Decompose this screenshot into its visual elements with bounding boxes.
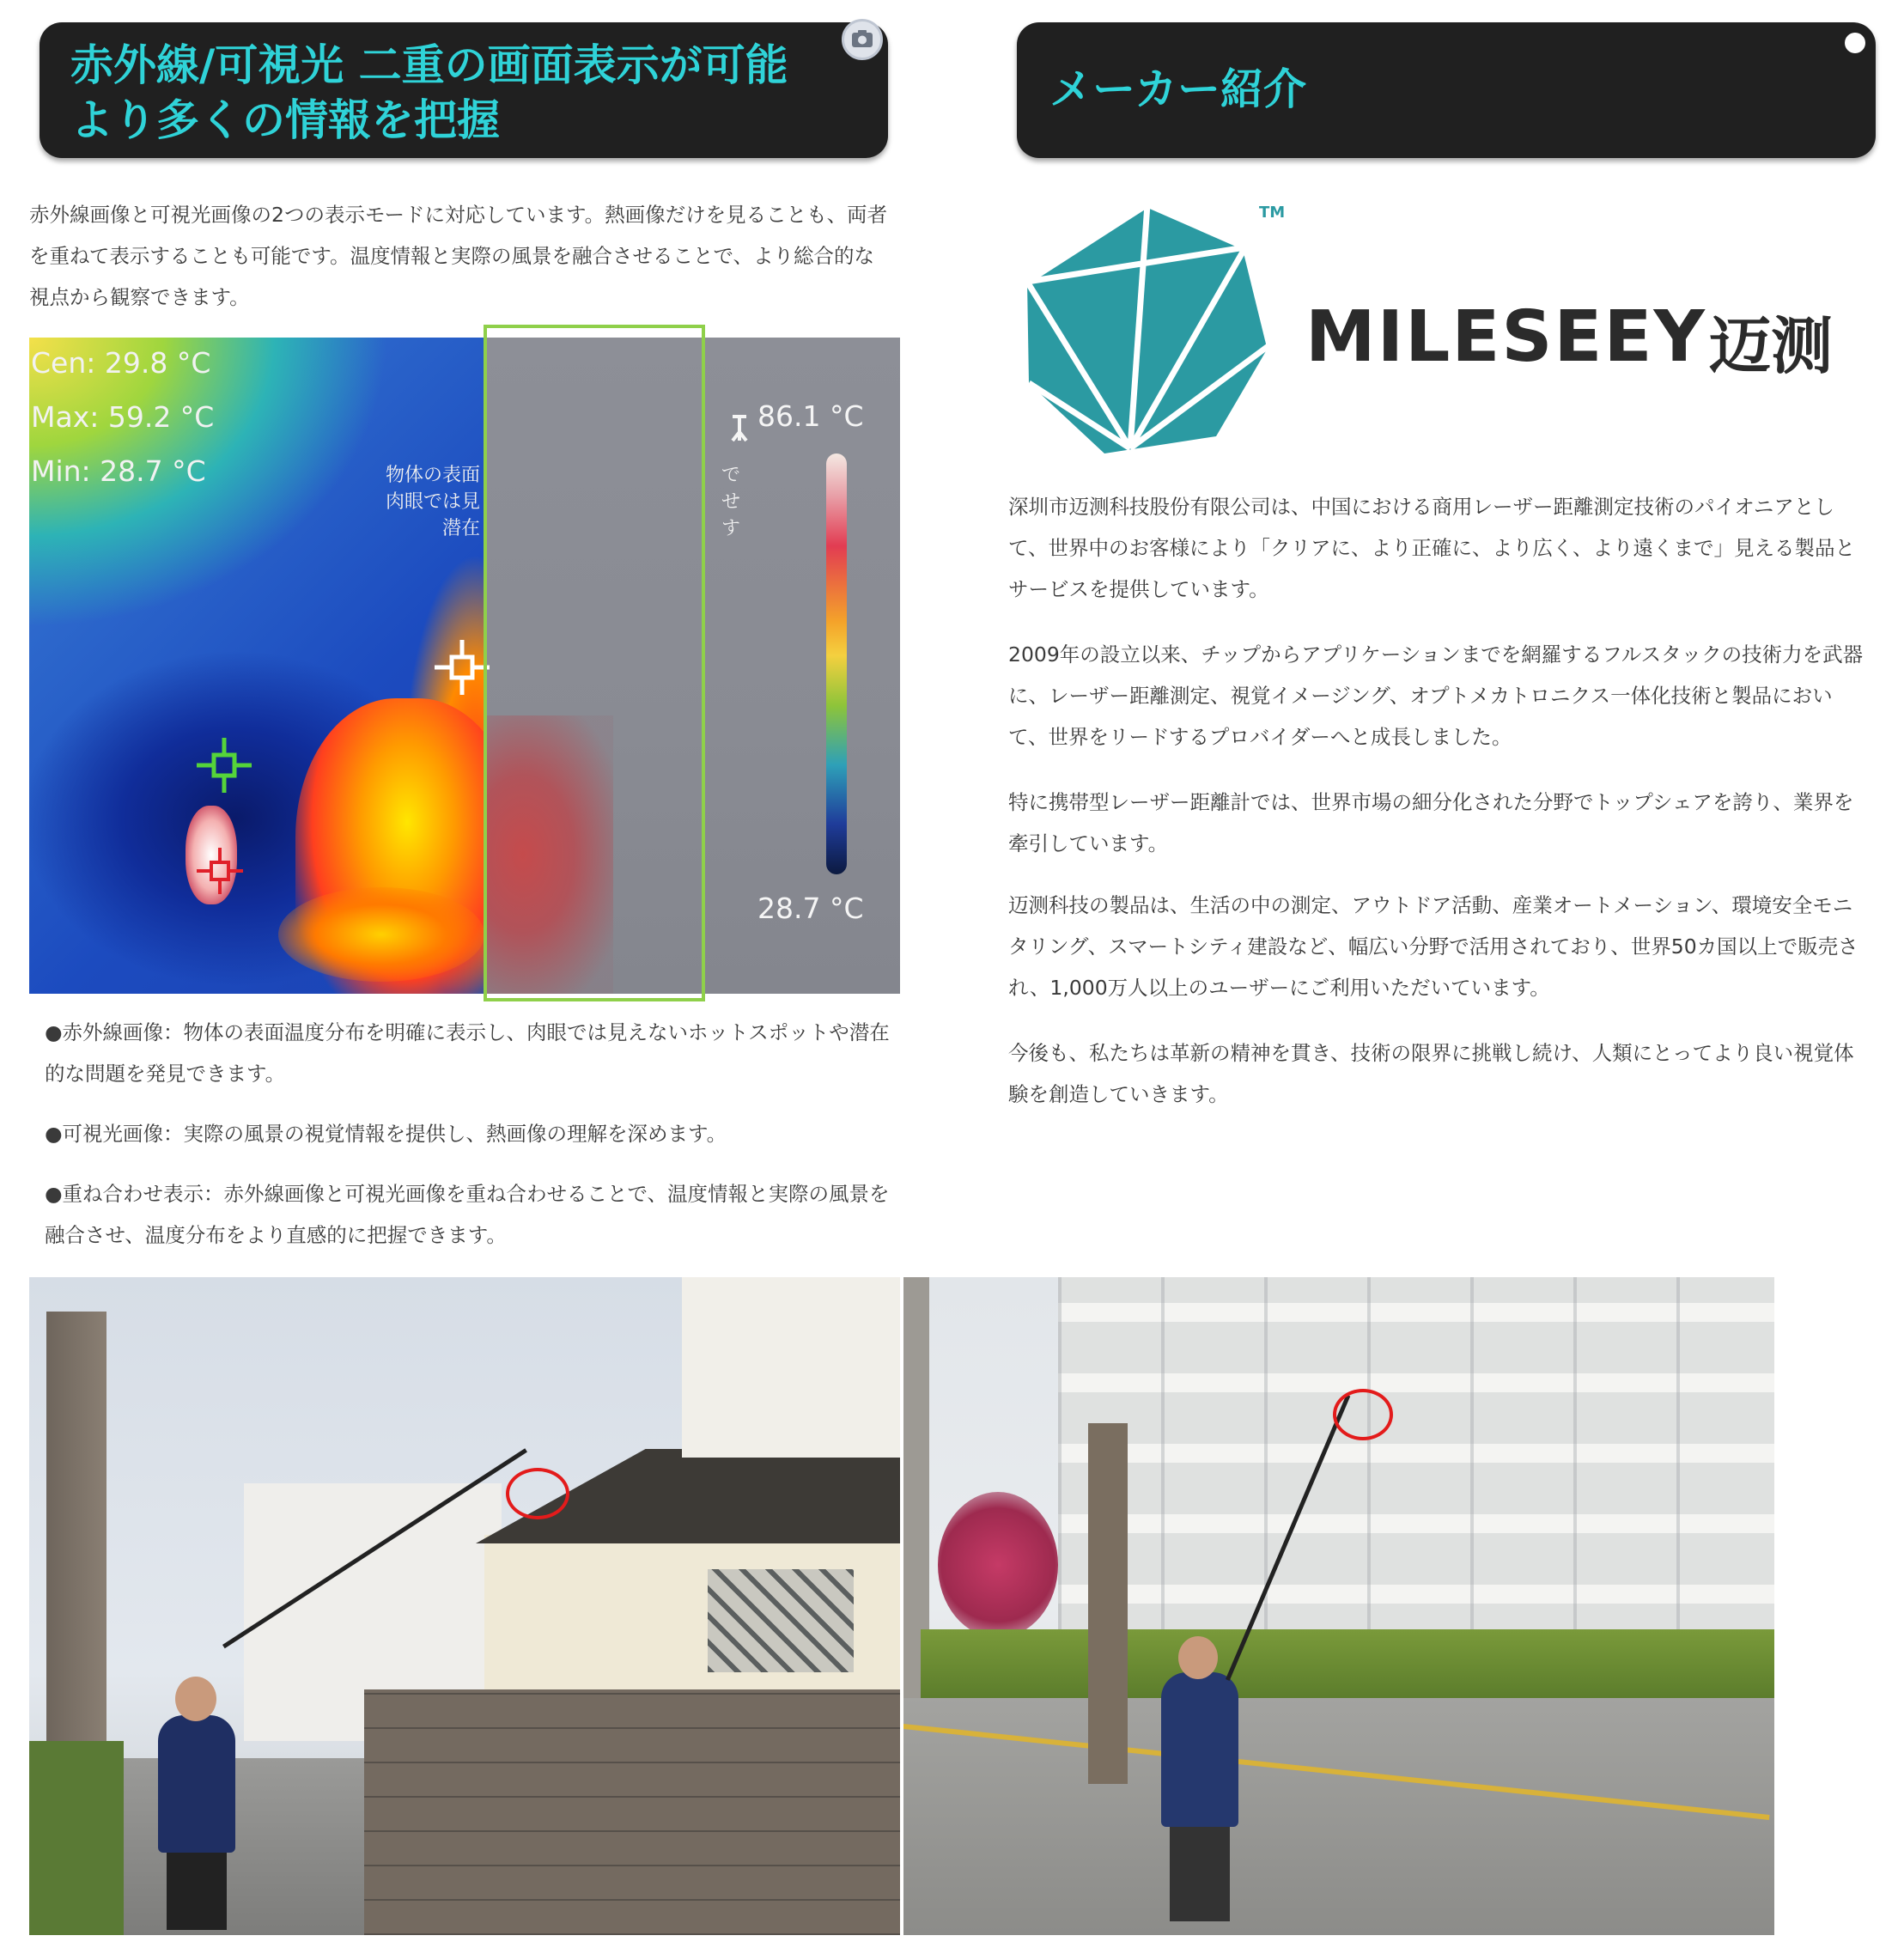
- max-crosshair-icon: [197, 848, 243, 894]
- company-para-5: 今後も、私たちは革新の精神を貫き、技術の限界に挑戦し続け、人類にとってより良い視覚体 験を創造していきます。: [1008, 1041, 1854, 1106]
- heat-signature-arm: [278, 887, 484, 982]
- upper-house: [682, 1277, 900, 1458]
- camera-icon: [842, 19, 883, 60]
- company-para-1: 深圳市迈测科技股份有限公司は、中国における商用レーザー距離測定技術のパイオニアとし て、世界中のお客様により「クリアに、より正確に、より広く、より遠くまで」見える製品と サービスを提供しています。: [1008, 495, 1856, 601]
- max-marker-icon: [729, 411, 751, 446]
- bullet-infrared: ●赤外線画像：物体の表面温度分布を明確に表示し、肉眼では見えないホットスポットや潜在 的な問題を発見できます。: [45, 1020, 890, 1086]
- center-crosshair-icon: [435, 640, 490, 695]
- person-legs: [167, 1853, 227, 1930]
- min-crosshair-icon: [197, 738, 252, 793]
- flowering-tree: [938, 1492, 1058, 1638]
- tree-trunk: [1088, 1423, 1128, 1784]
- camera-marker-circle-2: [1333, 1389, 1393, 1440]
- person-body-2: [1161, 1672, 1238, 1827]
- camera-marker-circle: [506, 1468, 569, 1519]
- overlay-caption-left: 物体の表面 肉眼では見 潜在: [385, 465, 480, 539]
- company-para-4: 迈测科技の製品は、生活の中の測定、アウトドア活動、産業オートメーション、環境安全モニ タリング、スマートシティ建設など、幅広い分野で活用されており、世界50カ国以上で販売さ れ、1,000万人以上のユーザーにご利用いただいています。: [1008, 893, 1858, 1000]
- usage-photo-house: [29, 1277, 900, 1935]
- person-head: [175, 1677, 216, 1721]
- min-temp-readout: Min: 28.7 °C: [31, 454, 206, 488]
- block-wall: [364, 1689, 900, 1935]
- max-temp-readout: Max: 59.2 °C: [31, 400, 215, 434]
- balcony-grid: [1058, 1277, 1774, 1655]
- left-banner: [40, 22, 888, 158]
- banner-title-line2: より多くの情報を把握: [70, 95, 500, 145]
- brand-name: MILESEEY: [1305, 296, 1706, 378]
- overlay-caption-right: で せ す: [721, 465, 740, 539]
- person-head-2: [1178, 1636, 1218, 1679]
- banner-title-line1: 赤外線/可視光 二重の画面表示が可能: [70, 40, 788, 90]
- right-banner-title: メーカー紹介: [1049, 64, 1306, 114]
- window-grille: [708, 1569, 854, 1672]
- temperature-color-bar: [826, 453, 847, 874]
- brand-name-cjk: 迈测: [1709, 310, 1834, 382]
- trademark-mark: TM: [1259, 204, 1286, 222]
- bullet-visible: ●可視光画像：実際の風景の視覚情報を提供し、熱画像の理解を深めます。: [45, 1122, 727, 1146]
- bullet-overlay: ●重ね合わせ表示：赤外線画像と可視光画像を重ね合わせることで、温度情報と実際の風景を 融合させ、温度分布をより直感的に把握できます。: [45, 1182, 890, 1247]
- road-surface: [903, 1698, 1774, 1935]
- person-body: [158, 1715, 235, 1853]
- right-banner: [1017, 22, 1876, 158]
- split-view-frame: [484, 325, 705, 1001]
- company-para-2: 2009年の設立以来、チップからアプリケーションまでを網羅するフルスタックの技術力を武器 に、レーザー距離測定、視覚イメージング、オプトメカトロニクス一体化技術と製品におい て、世界をリードするプロバイダーへと成長しました。: [1008, 642, 1864, 749]
- scale-max-label: 86.1 °C: [757, 399, 864, 433]
- usage-photo-apartment: [903, 1277, 1774, 1935]
- dot-icon: [1845, 33, 1865, 53]
- hedge: [29, 1741, 124, 1935]
- person-legs-2: [1170, 1827, 1230, 1921]
- mileseey-logo-icon: [1019, 199, 1276, 460]
- company-para-3: 特に携帯型レーザー距離計では、世界市場の細分化された分野でトップシェアを誇り、業界を 牽引しています。: [1008, 790, 1854, 855]
- thermal-image: [29, 338, 900, 994]
- scale-min-label: 28.7 °C: [757, 892, 864, 925]
- center-temp-readout: Cen: 29.8 °C: [31, 346, 211, 380]
- hedge-row: [921, 1629, 1774, 1698]
- intro-paragraph: 赤外線画像と可視光画像の2つの表示モードに対応しています。熱画像だけを見ることも、両者 を重ねて表示することも可能です。温度情報と実際の風景を融合させることで、より総合的な 視点から観察できます。: [29, 203, 888, 309]
